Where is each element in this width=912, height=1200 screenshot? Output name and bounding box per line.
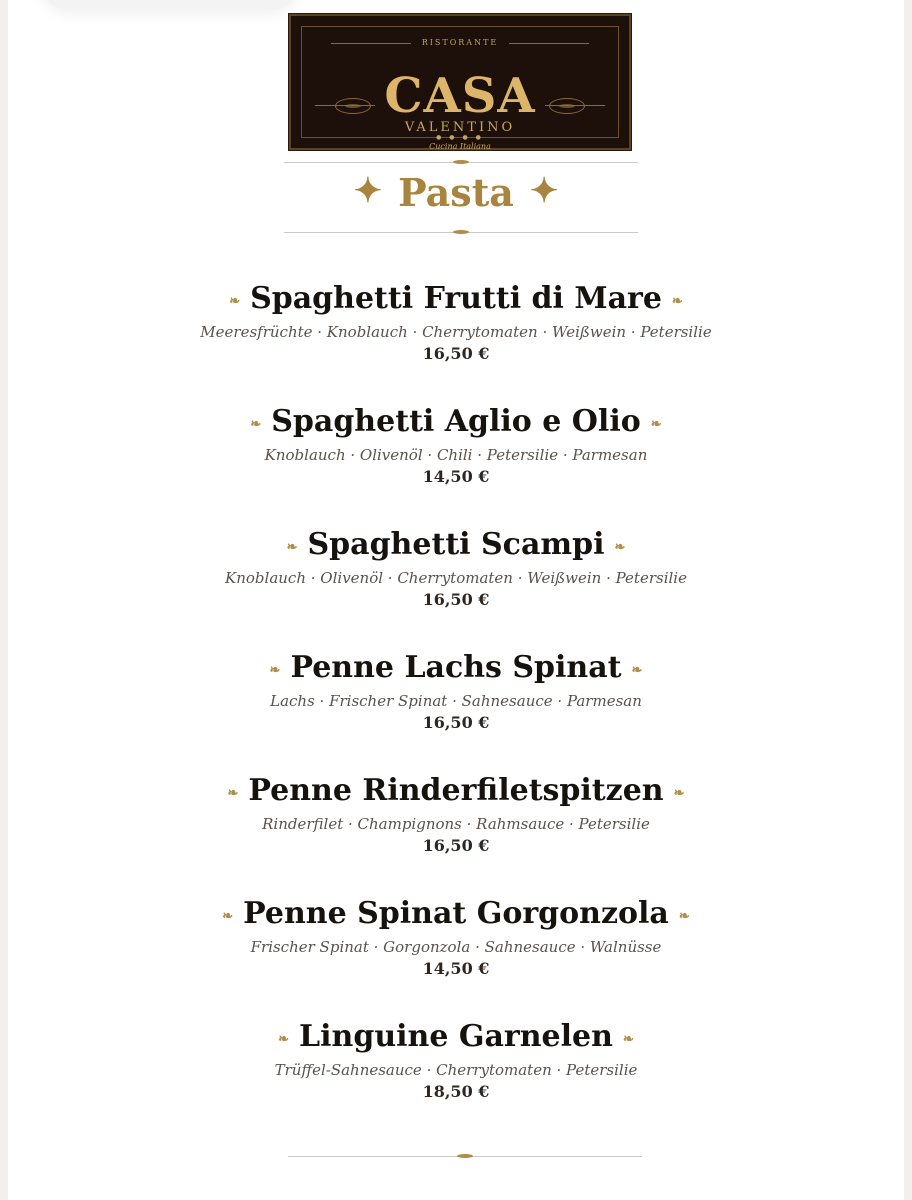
menu-item [0, 403, 912, 488]
divider-top-ornament-icon [453, 160, 469, 164]
star-icon: ✦ [353, 171, 383, 211]
item-name: Spaghetti Frutti di Mare [250, 281, 662, 316]
top-overlay [40, 0, 300, 10]
item-price: 16,50 € [422, 344, 490, 363]
leaf-ornament-icon: ❧ [229, 294, 241, 309]
item-price: 16,50 € [422, 836, 490, 855]
menu-item [0, 772, 912, 857]
leaf-ornament-icon: ❧ [614, 540, 626, 555]
item-name-row [0, 895, 912, 936]
item-name: Penne Lachs Spinat [290, 650, 622, 685]
leaf-ornament-icon: ❧ [286, 540, 298, 555]
logo-subname: VALENTINO [404, 120, 516, 135]
divider-title-ornament-icon [453, 230, 469, 234]
item-name-row [0, 526, 912, 567]
item-ingredients: Trüffel-Sahnesauce · Cherrytomaten · Petersilie [274, 1061, 638, 1079]
restaurant-logo [289, 14, 631, 150]
item-name: Penne Rinderfiletspitzen [248, 773, 664, 808]
divider-bottom-ornament-icon [457, 1154, 473, 1158]
item-name-row [0, 280, 912, 321]
logo-dots-icon: ● ● ● ● [436, 134, 484, 141]
leaf-ornament-icon: ❧ [671, 294, 683, 309]
leaf-ornament-icon: ❧ [278, 1032, 290, 1047]
section-heading [0, 170, 912, 215]
star-icon: ✦ [529, 171, 559, 211]
leaf-ornament-icon: ❧ [631, 663, 643, 678]
item-price: 16,50 € [422, 590, 490, 609]
item-name-row [0, 649, 912, 690]
logo-tagline: Cucina Italiana [429, 142, 491, 151]
item-name: Linguine Garnelen [299, 1019, 613, 1054]
item-ingredients: Knoblauch · Olivenöl · Cherrytomaten · Weißwein · Petersilie [225, 569, 687, 587]
item-ingredients: Knoblauch · Olivenöl · Chili · Petersilie · Parmesan [264, 446, 648, 464]
item-name: Spaghetti Scampi [307, 527, 605, 562]
menu-item [0, 1018, 912, 1103]
leaf-ornament-icon: ❧ [250, 417, 262, 432]
item-name-row [0, 1018, 912, 1059]
item-ingredients: Rinderfilet · Champignons · Rahmsauce · Petersilie [262, 815, 650, 833]
leaf-ornament-icon: ❧ [673, 786, 685, 801]
item-name-row [0, 403, 912, 444]
menu-item [0, 895, 912, 980]
menu-item [0, 280, 912, 365]
item-price: 16,50 € [422, 713, 490, 732]
item-price: 14,50 € [422, 959, 490, 978]
leaf-ornament-icon: ❧ [269, 663, 281, 678]
leaf-ornament-icon: ❧ [678, 909, 690, 924]
item-name: Penne Spinat Gorgonzola [243, 896, 669, 931]
logo-ristorante: RISTORANTE [421, 38, 499, 47]
logo-name: CASA [384, 68, 536, 124]
leaf-ornament-icon: ❧ [650, 417, 662, 432]
item-price: 18,50 € [422, 1082, 490, 1101]
section-title: Pasta [398, 170, 514, 215]
item-ingredients: Lachs · Frischer Spinat · Sahnesauce · Parmesan [270, 692, 642, 710]
item-ingredients: Frischer Spinat · Gorgonzola · Sahnesauce · Walnüsse [250, 938, 662, 956]
item-price: 14,50 € [422, 467, 490, 486]
leaf-ornament-icon: ❧ [222, 909, 234, 924]
item-name: Spaghetti Aglio e Olio [271, 404, 641, 439]
item-name-row [0, 772, 912, 813]
leaf-ornament-icon: ❧ [227, 786, 239, 801]
item-ingredients: Meeresfrüchte · Knoblauch · Cherrytomaten · Weißwein · Petersilie [200, 323, 712, 341]
menu-item [0, 649, 912, 734]
leaf-ornament-icon: ❧ [622, 1032, 634, 1047]
menu-item [0, 526, 912, 611]
